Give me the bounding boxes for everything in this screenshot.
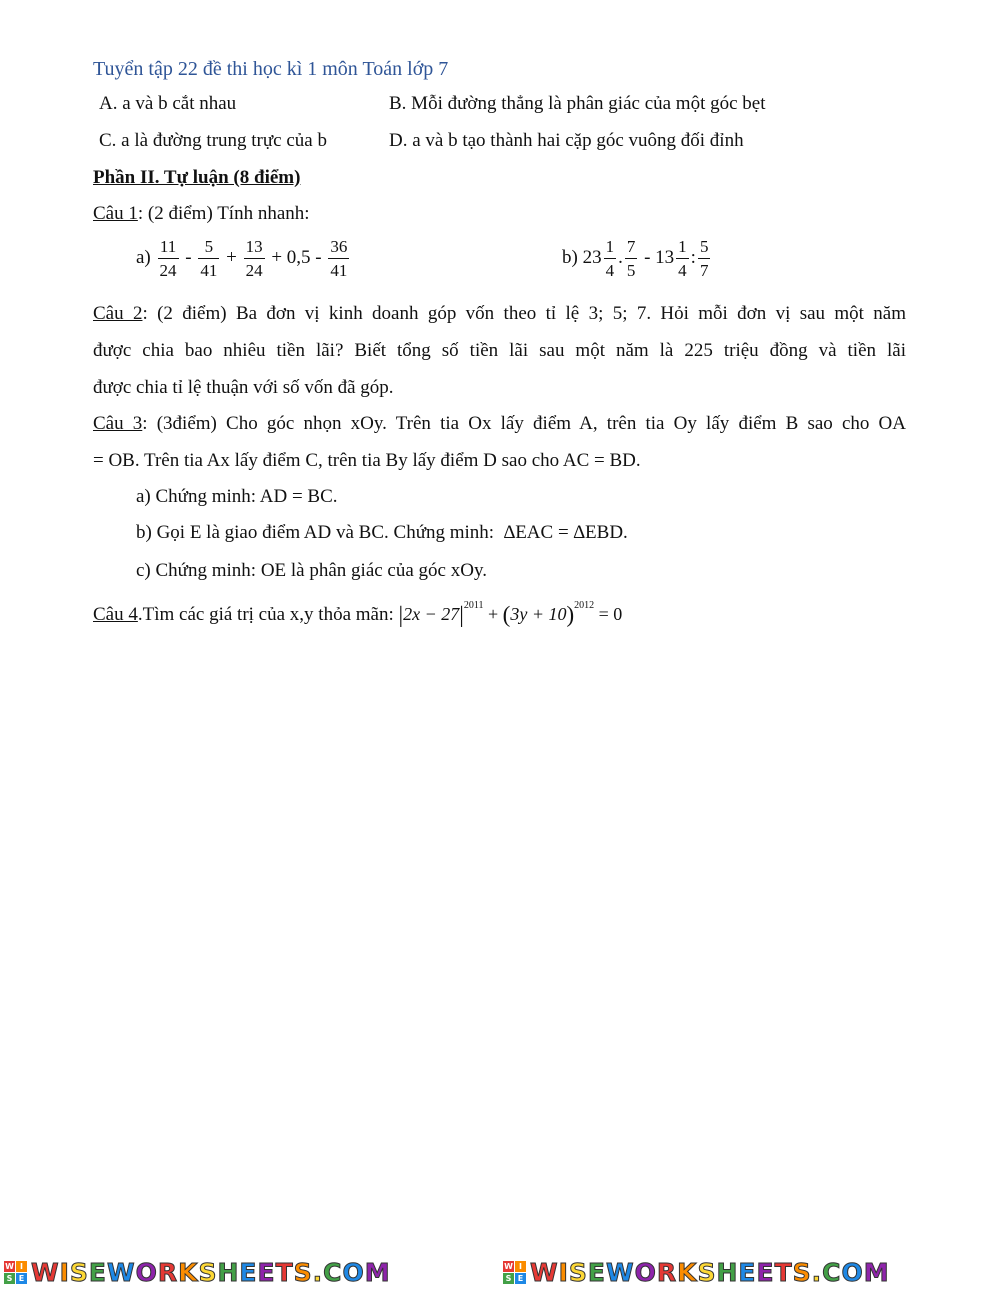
logo-letter: E xyxy=(16,1273,27,1284)
q1b-fraction-3 xyxy=(676,238,689,279)
logo-letter: I xyxy=(16,1261,27,1272)
watermark-logo-icon xyxy=(4,1261,27,1284)
watermark-text: WISEWORKSHEETS.COM xyxy=(31,1257,391,1287)
q1b-f4-den: 7 xyxy=(699,261,709,280)
q4-exponent-1: 2011 xyxy=(463,600,484,611)
q1a-fraction-2 xyxy=(198,238,219,279)
q4-equation xyxy=(398,600,623,627)
option-c: C. a là đường trung trực của b xyxy=(99,130,327,151)
q1a-f2-num: 5 xyxy=(198,238,219,259)
document-header: Tuyển tập 22 đề thi học kì 1 môn Toán lớp 7 xyxy=(93,58,449,80)
q4-abs-bar-right: | xyxy=(459,602,464,627)
q1-text: : (2 điểm) Tính nhanh: xyxy=(137,203,310,224)
q1b-op3: : xyxy=(690,246,696,268)
q3-line-2: = OB. Trên tia Ax lấy điểm C, trên tia By lấy điểm D sao cho AC = BD. xyxy=(93,450,641,471)
option-b: B. Mỗi đường thẳng là phân giác của một góc bẹt xyxy=(389,93,766,114)
watermark-group-1 xyxy=(4,1254,391,1290)
q1a-fraction-3 xyxy=(244,238,265,279)
q1a-f1-num: 11 xyxy=(158,238,179,259)
q1b-prefix: b) 23 xyxy=(562,246,602,268)
part2-title: Phần II. Tự luận (8 điểm) xyxy=(93,167,301,188)
q1a-op1: - xyxy=(185,246,192,268)
q1b-f1-den: 4 xyxy=(605,261,615,280)
q3-label: Câu 3 xyxy=(93,413,143,434)
q1a-f4-den: 41 xyxy=(330,261,348,280)
q3-part-a: a) Chứng minh: AD = BC. xyxy=(136,486,338,507)
q1b-f1-num: 1 xyxy=(604,238,617,259)
q1-label: Câu 1 xyxy=(93,203,138,224)
logo-letter: S xyxy=(4,1273,15,1284)
logo-letter: W xyxy=(504,1261,513,1271)
q1a-f3-num: 13 xyxy=(244,238,265,259)
q1b-f3-num: 1 xyxy=(676,238,689,259)
q1a-prefix: a) xyxy=(136,246,151,268)
watermark-footer xyxy=(0,1254,1000,1290)
option-d: D. a và b tạo thành hai cặp góc vuông đối đỉnh xyxy=(389,130,744,151)
watermark-logo-icon xyxy=(503,1261,526,1284)
q1b-fraction-2 xyxy=(625,238,638,279)
q1b-f2-den: 5 xyxy=(626,261,636,280)
q1a-f3-den: 24 xyxy=(245,261,263,280)
q4-expr-end: = 0 xyxy=(598,604,623,624)
q1a-f1-den: 24 xyxy=(159,261,177,280)
logo-letter: E xyxy=(515,1273,526,1284)
logo-letter: S xyxy=(503,1273,514,1284)
q1a-fraction-4 xyxy=(328,238,349,279)
q2-line-3: được chia tỉ lệ thuận với số vốn đã góp. xyxy=(93,377,394,398)
q1b-f3-den: 4 xyxy=(678,261,687,280)
q2-line-2: được chia bao nhiêu tiền lãi? Biết tổng số tiền lãi sau một năm là 225 triệu đồng và tiền lãi xyxy=(93,340,906,361)
q4-abs-bar-left: | xyxy=(398,602,404,627)
watermark-group-2 xyxy=(503,1254,890,1290)
q3-part-b-text: b) Gọi E là giao điểm AD và BC. Chứng minh: xyxy=(136,522,495,543)
q2-label: Câu 2 xyxy=(93,303,143,324)
watermark-text: WISEWORKSHEETS.COM xyxy=(530,1257,890,1287)
q1-expression-a xyxy=(136,238,351,279)
q3-part-c: c) Chứng minh: OE là phân giác của góc xOy. xyxy=(136,560,487,581)
q4-label: Câu 4 xyxy=(93,604,138,625)
q1a-f2-den: 41 xyxy=(200,261,218,280)
q1-heading xyxy=(93,203,310,225)
q3-part-b-math: ∆EAC = ∆EBD. xyxy=(503,522,628,543)
q1a-op3: + 0,5 - xyxy=(271,246,322,268)
q4-text: .Tìm các giá trị của x,y thỏa mãn: xyxy=(137,604,394,625)
q4-exponent-2: 2012 xyxy=(574,600,595,611)
q1b-f2-num: 7 xyxy=(625,238,638,259)
q1a-f4-num: 36 xyxy=(328,238,349,259)
q4-expr-part3: 3y + 10 xyxy=(510,604,567,624)
q1b-fraction-4 xyxy=(698,238,711,279)
q1b-op1: . xyxy=(618,246,623,268)
q1a-op2: + xyxy=(226,246,237,268)
q4-paren-left: ( xyxy=(502,602,511,627)
q4-expr-part1: 2x − 27 xyxy=(403,604,460,624)
q4-line xyxy=(93,600,622,626)
q1b-f4-num: 5 xyxy=(698,238,711,259)
q3-line-1-text: : (3điểm) Cho góc nhọn xOy. Trên tia Ox lấy điểm A, trên tia Oy lấy điểm B sao cho OA xyxy=(142,413,906,434)
logo-letter: W xyxy=(5,1261,14,1271)
q1-expression-b xyxy=(562,238,712,279)
q3-line-1 xyxy=(93,413,906,435)
q1b-fraction-1 xyxy=(604,238,617,279)
q3-part-b xyxy=(136,522,628,544)
option-a: A. a và b cắt nhau xyxy=(99,93,237,114)
q4-expr-part2: + xyxy=(488,604,499,624)
q2-line-1-text: : (2 điểm) Ba đơn vị kinh doanh góp vốn theo tỉ lệ 3; 5; 7. Hỏi mỗi đơn vị sau một năm xyxy=(142,303,907,324)
q2-line-1 xyxy=(93,303,906,325)
q1b-op2: - 13 xyxy=(644,246,675,268)
q1a-fraction-1 xyxy=(158,238,179,279)
q4-paren-right: ) xyxy=(566,602,575,627)
logo-letter: I xyxy=(515,1261,526,1272)
